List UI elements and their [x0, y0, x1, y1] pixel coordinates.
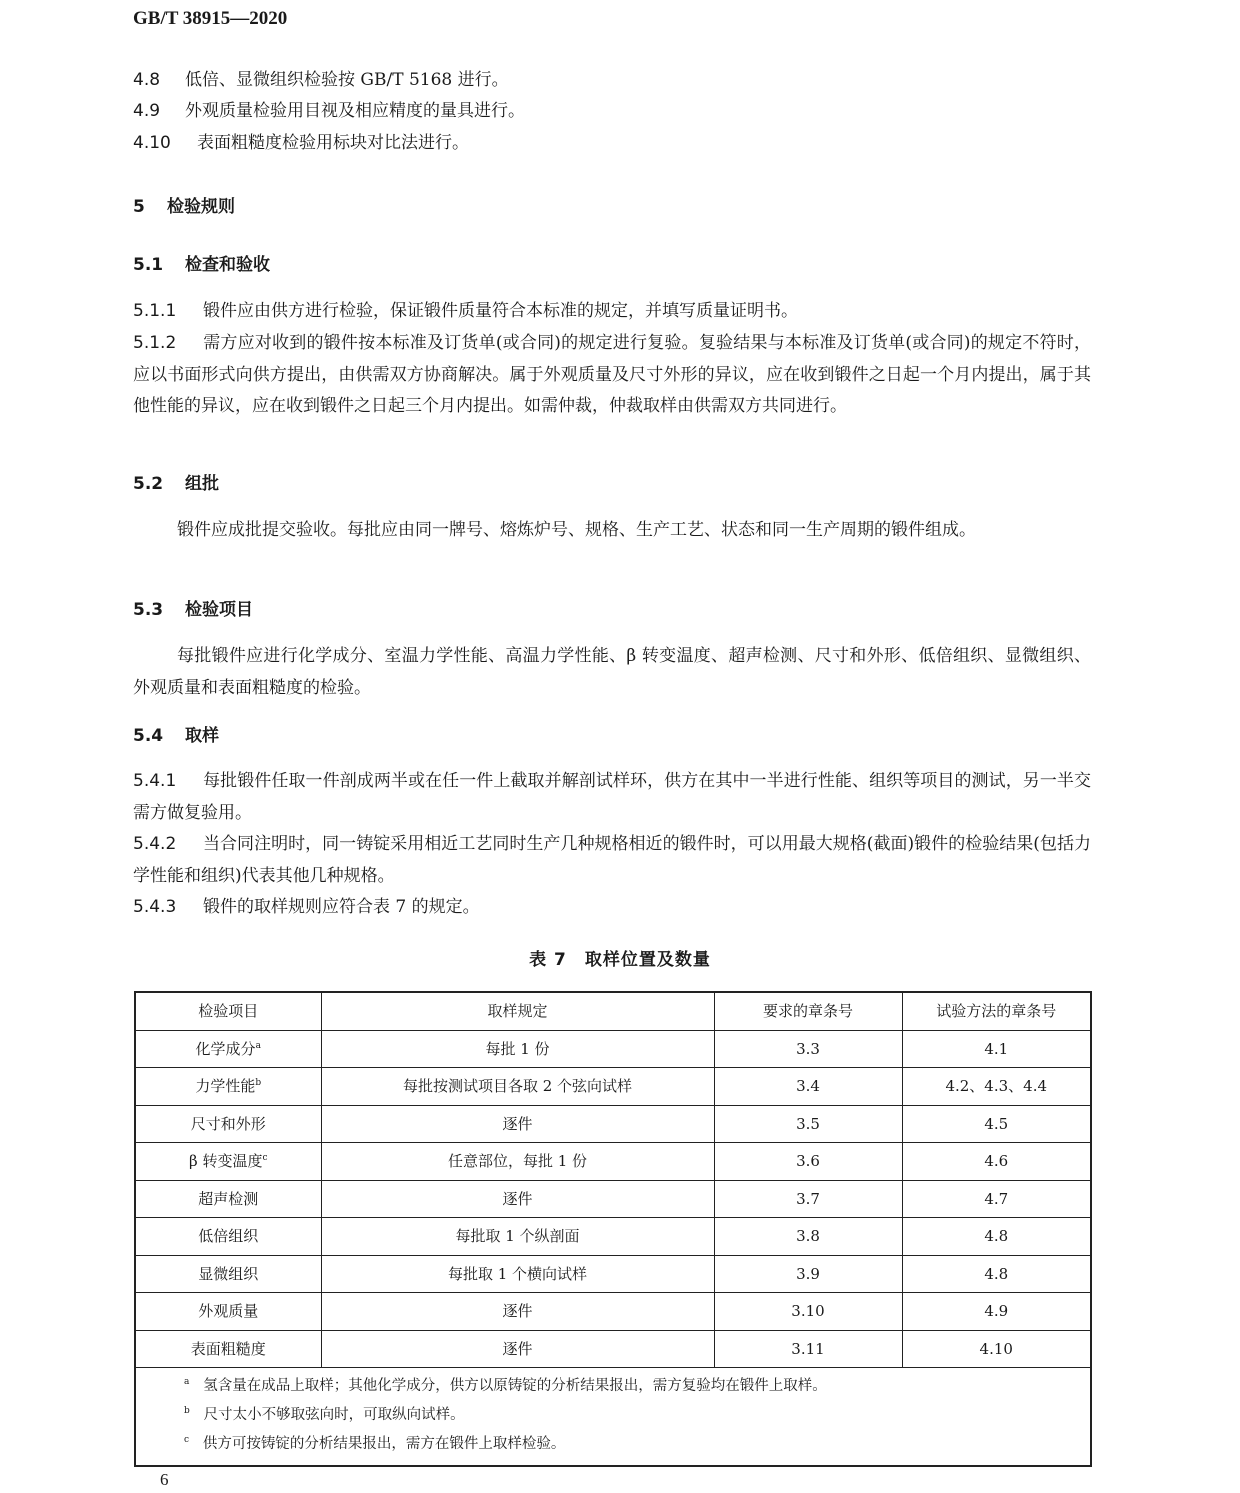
footnote-b: $^b$ 尺寸太小不够取弦向时，可取纵向试样。: [184, 1406, 465, 1423]
cell-rule: 每批取 1 个纵剖面: [321, 1218, 714, 1256]
table-row: [135, 1293, 1091, 1331]
clause-number: 5.1.2: [133, 333, 177, 353]
cell-method: 4.1: [902, 1030, 1091, 1068]
cell-item: 外观质量: [135, 1293, 321, 1331]
clause-text: 当合同注明时，同一铸锭采用相近工艺同时生产几种规格相近的锻件时，可以用最大规格(截面)锻件的检验结果(包括力学性能和组织)代表其他几种规格。: [133, 834, 1091, 886]
section-title: 取样: [185, 726, 219, 746]
clause-text: 每批锻件任取一件剖成两半或在任一件上截取并解剖试样环，供方在其中一半进行性能、组织等项目的测试，另一半交需方做复验用。: [133, 771, 1091, 823]
table-header-row: [135, 992, 1091, 1030]
header-method-clause: 试验方法的章条号: [902, 992, 1091, 1030]
cell-rule: 任意部位，每批 1 份: [321, 1143, 714, 1181]
cell-rule: 逐件: [321, 1330, 714, 1368]
clause-number: 4.8: [133, 70, 161, 90]
clause-text: 锻件应由供方进行检验，保证锻件质量符合本标准的规定，并填写质量证明书。: [203, 301, 798, 321]
cell-req: 3.11: [714, 1330, 902, 1368]
clause-number: 5.1.1: [133, 301, 177, 321]
table-row: [135, 1143, 1091, 1181]
cell-rule: 逐件: [321, 1180, 714, 1218]
clause-5-4-1: [133, 766, 1091, 829]
cell-item: β 转变温度$^c$: [135, 1143, 321, 1181]
footnote-mark: a: [255, 1040, 261, 1051]
cell-method: 4.8: [902, 1255, 1091, 1293]
cell-rule: 逐件: [321, 1293, 714, 1331]
section-number: 5: [133, 197, 145, 217]
cell-rule: 每批取 1 个横向试样: [321, 1255, 714, 1293]
section-5-3-heading: [133, 600, 1093, 620]
paragraph-5-3: 每批锻件应进行化学成分、室温力学性能、高温力学性能、β 转变温度、超声检测、尺寸和外形、低倍组织、显微组织、外观质量和表面粗糙度的检验。: [133, 646, 1091, 698]
table-7-title: 表 7 取样位置及数量: [529, 950, 711, 970]
footnote-mark: c: [262, 1153, 268, 1164]
cell-method: 4.6: [902, 1143, 1091, 1181]
clause-number: 5.4.2: [133, 834, 177, 854]
clause-5-1-1: [133, 296, 1091, 328]
cell-item: 低倍组织: [135, 1218, 321, 1256]
cell-method: 4.2、4.3、4.4: [902, 1068, 1091, 1106]
cell-req: 3.5: [714, 1105, 902, 1143]
cell-method: 4.8: [902, 1218, 1091, 1256]
footnote-a: $^a$ 氢含量在成品上取样；其他化学成分，供方以原铸锭的分析结果报出，需方复验均在锻件上取样。: [184, 1377, 827, 1394]
header-rule: 取样规定: [321, 992, 714, 1030]
clause-number: 5.4.1: [133, 771, 177, 791]
cell-item: 表面粗糙度: [135, 1330, 321, 1368]
section-number: 5.3: [133, 600, 164, 620]
table-row: [135, 1105, 1091, 1143]
page-number: 6: [160, 1470, 169, 1489]
clause-5-4-2: [133, 829, 1091, 892]
clause-text: 表面粗糙度检验用标块对比法进行。: [197, 133, 469, 153]
table-row: [135, 1068, 1091, 1106]
clause-text: 低倍、显微组织检验按 GB/T 5168 进行。: [185, 70, 509, 90]
cell-method: 4.10: [902, 1330, 1091, 1368]
section-5-1-heading: [133, 255, 1093, 275]
cell-method: 4.9: [902, 1293, 1091, 1331]
table-row: [135, 1330, 1091, 1368]
cell-item: 力学性能$^b$: [135, 1068, 321, 1106]
section-number: 5.2: [133, 474, 164, 494]
clause-5-4-3: [133, 892, 1091, 924]
clause-5-1-2: [133, 328, 1091, 423]
clause-4-10: [133, 133, 1093, 153]
table-7: [134, 991, 1092, 1467]
cell-item: 显微组织: [135, 1255, 321, 1293]
paragraph-5-2: 锻件应成批提交验收。每批应由同一牌号、熔炼炉号、规格、生产工艺、状态和同一生产周期的锻件组成。: [177, 520, 976, 540]
cell-method: 4.5: [902, 1105, 1091, 1143]
table-row: [135, 1255, 1091, 1293]
cell-rule: 每批按测试项目各取 2 个弦向试样: [321, 1068, 714, 1106]
cell-req: 3.8: [714, 1218, 902, 1256]
clause-text: 锻件的取样规则应符合表 7 的规定。: [203, 897, 480, 917]
section-5-4-heading: [133, 726, 1093, 746]
cell-rule: 逐件: [321, 1105, 714, 1143]
table-footnotes: [135, 1368, 1091, 1467]
clause-text: 需方应对收到的锻件按本标准及订货单(或合同)的规定进行复验。复验结果与本标准及订货单(或合同)的规定不符时，应以书面形式向供方提出，由供需双方协商解决。属于外观质量及尺寸外形的异议，应在收到锻件之日起一个月内提出，属于其他性能的异议，应在收到锻件之日起三个月内提出。如需仲裁，仲裁取样由供需双方共同进行。: [133, 333, 1091, 416]
clause-number: 4.9: [133, 101, 161, 121]
header-req-clause: 要求的章条号: [714, 992, 902, 1030]
footnote-c: $^c$ 供方可按铸锭的分析结果报出，需方在锻件上取样检验。: [184, 1435, 566, 1452]
cell-item: 化学成分$^a$: [135, 1030, 321, 1068]
cell-req: 3.10: [714, 1293, 902, 1331]
clause-number: 5.4.3: [133, 897, 177, 917]
cell-rule: 每批 1 份: [321, 1030, 714, 1068]
section-number: 5.1: [133, 255, 164, 275]
clause-4-8: [133, 70, 1093, 90]
cell-item: 尺寸和外形: [135, 1105, 321, 1143]
cell-item: 超声检测: [135, 1180, 321, 1218]
table-row: [135, 1030, 1091, 1068]
section-5-2-heading: [133, 474, 1093, 494]
section-number: 5.4: [133, 726, 164, 746]
cell-req: 3.7: [714, 1180, 902, 1218]
standard-number: GB/T 38915—2020: [133, 8, 288, 29]
section-5-heading: [133, 197, 1093, 217]
cell-req: 3.3: [714, 1030, 902, 1068]
section-title: 检验项目: [185, 600, 253, 620]
header-item: 检验项目: [135, 992, 321, 1030]
section-title: 检查和验收: [185, 255, 270, 275]
clause-text: 外观质量检验用目视及相应精度的量具进行。: [185, 101, 525, 121]
cell-method: 4.7: [902, 1180, 1091, 1218]
table-row: [135, 1180, 1091, 1218]
footnote-mark: b: [255, 1078, 262, 1089]
section-title: 组批: [185, 474, 219, 494]
table-footnotes-row: [135, 1368, 1091, 1467]
section-title: 检验规则: [167, 197, 235, 217]
clause-number: 4.10: [133, 133, 171, 153]
cell-req: 3.9: [714, 1255, 902, 1293]
cell-req: 3.6: [714, 1143, 902, 1181]
cell-req: 3.4: [714, 1068, 902, 1106]
clause-4-9: [133, 101, 1093, 121]
table-row: [135, 1218, 1091, 1256]
